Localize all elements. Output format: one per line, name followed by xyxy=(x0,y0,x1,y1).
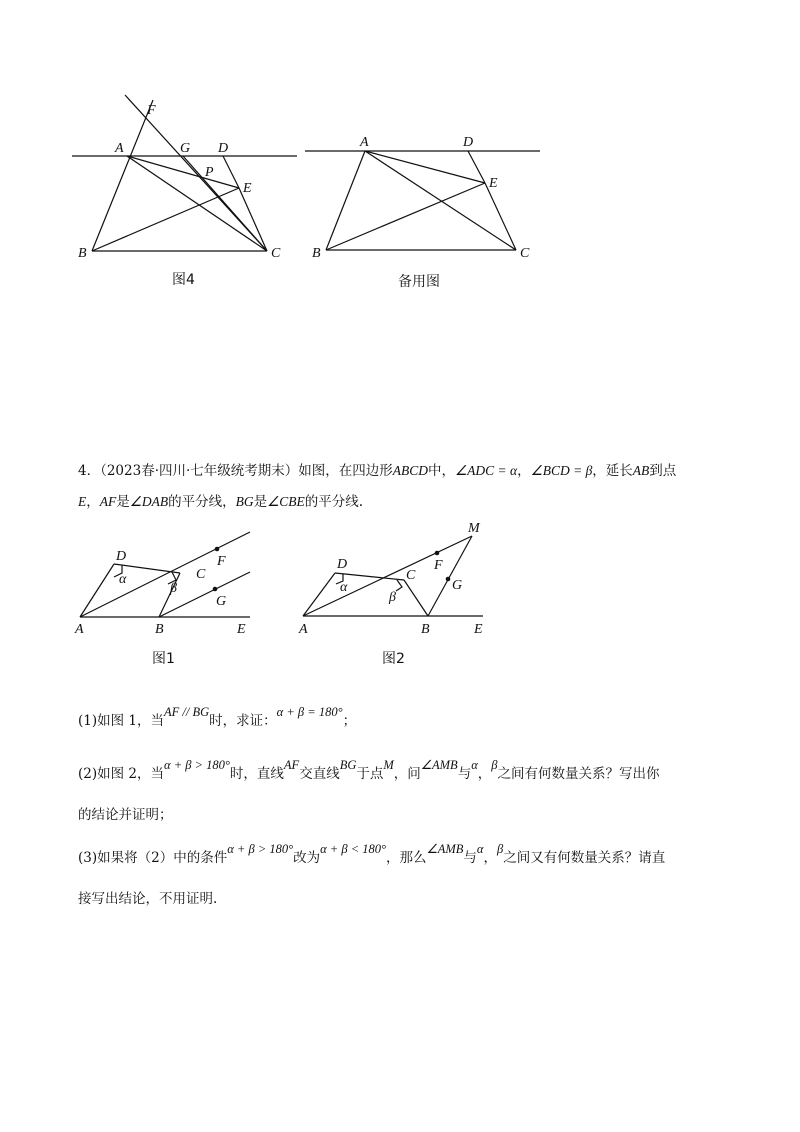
question-3-line1: (3)如果将（2）中的条件α + β > 180°改为α + β < 180°，那么∠AMB与α，β之间又有何数量关系？请直 xyxy=(78,842,666,866)
svg-text:B: B xyxy=(155,622,164,637)
question-1: (1)如图 1，当AF // BG时，求证：α + β = 180°； xyxy=(78,705,357,729)
svg-text:α: α xyxy=(119,572,127,587)
label-B: B xyxy=(78,246,87,261)
svg-text:F: F xyxy=(217,554,226,569)
svg-text:D: D xyxy=(337,557,348,572)
label-C: C xyxy=(271,246,281,261)
problem-4-line1: 4．（2023春·四川·七年级统考期末）如图，在四边形ABCD中，∠ADC = α，∠BCD = β，延长AB到点 xyxy=(78,463,677,479)
svg-text:G: G xyxy=(452,578,463,593)
svg-text:B: B xyxy=(421,622,430,637)
angle-BCD: ∠BCD = β xyxy=(530,463,593,478)
label-P: P xyxy=(205,165,214,180)
svg-text:D: D xyxy=(116,549,127,564)
label-A: A xyxy=(360,135,369,150)
svg-text:A: A xyxy=(299,622,308,637)
figure-2-caption: 图2 xyxy=(382,651,405,667)
label-F: F xyxy=(147,103,156,118)
label-E: E xyxy=(489,176,498,191)
label-E: E xyxy=(243,181,252,196)
label-D: D xyxy=(463,135,474,150)
svg-text:α: α xyxy=(340,580,348,595)
svg-text:F: F xyxy=(434,558,443,573)
label-A: A xyxy=(115,141,124,156)
svg-text:E: E xyxy=(237,622,246,637)
svg-text:β: β xyxy=(389,590,396,605)
svg-text:β: β xyxy=(170,581,177,596)
svg-text:M: M xyxy=(468,521,480,536)
label-G: G xyxy=(180,141,191,156)
figure-spare xyxy=(0,0,800,300)
angle-ADC: ∠ADC = α xyxy=(455,463,518,478)
label-B: B xyxy=(312,246,321,261)
figure-spare-caption: 备用图 xyxy=(398,274,440,290)
svg-text:E: E xyxy=(474,622,483,637)
figure-4-caption: 图4 xyxy=(172,272,195,288)
problem-source: （2023春·四川·七年级统考期末） xyxy=(100,463,299,479)
problem-4-line2: E，AF是∠DAB的平分线，BG是∠CBE的平分线. xyxy=(78,494,364,510)
svg-text:C: C xyxy=(196,567,206,582)
svg-text:A: A xyxy=(75,622,84,637)
problem-number: 4． xyxy=(78,463,101,479)
question-3-line2: 接写出结论，不用证明. xyxy=(78,891,218,907)
svg-text:C: C xyxy=(406,568,416,583)
figure-1-caption: 图1 xyxy=(152,651,175,667)
question-2-line2: 的结论并证明； xyxy=(78,807,173,823)
svg-text:G: G xyxy=(216,594,227,609)
label-D: D xyxy=(218,141,229,156)
figure-2 xyxy=(0,520,800,670)
question-2-line1: (2)如图 2，当α + β > 180°时，直线AF交直线BG于点M，问∠AMB与α，β之间有何数量关系？写出你 xyxy=(78,758,660,782)
label-C: C xyxy=(520,246,530,261)
